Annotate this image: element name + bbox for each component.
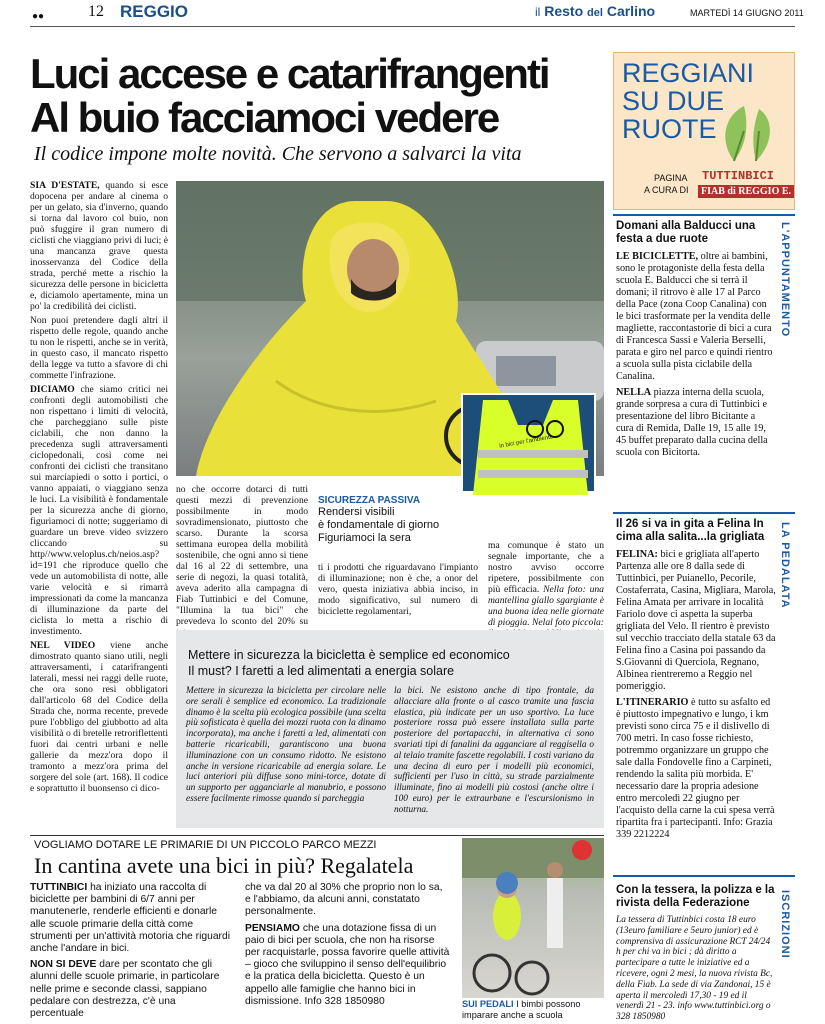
fiab-badge: FIAB di REGGIO E. [698, 185, 794, 198]
caption-line-2: è fondamentale di giorno [318, 519, 440, 531]
leaf-bike-logo-icon [714, 101, 784, 171]
col4-photo-caption: Nella foto: una mantellina giallo sgargiante è una buona idea nelle giornate di pioggia. Nelal foto piccola: [488, 584, 604, 628]
caption-line-1: Rendersi visibili [318, 506, 395, 518]
sidebar-brand-box [613, 52, 795, 210]
article-column-3: ti i prodotti che riguardavano l'impianto di illuminazione; non è che, a onor del vero, questa iniziativa abbia inciso, in modo significativo, sul numero di biciclette regolamentari, [318, 562, 478, 617]
s2-lead2: L'ITINERARIO [616, 697, 689, 708]
article-column-2: no che occorre dotarci di tutti questi mezzi di prevenzione possibilmente in modo sovradimensionato, piuttosto che scarso. Durante la scorsa settimana europea della mobilità sostenibile, che ogni anno si tiene dal 16 al 22 di settembre, una serie di negozi, la quasi totalità, aveva aderito alla campagna di Fiab Tuttinbici e del Comune, "Illumina la tua bici" che prevedeva lo sconto del 20% su [176, 484, 308, 627]
s3-body: La tessera di Tuttinbici costa 18 euro (13euro familiare e 5euro junior) ed è comprensiva di assicurazione RCT 24/24 h per chi va in bici ; dà diritto a partecipare a tutte le iniziative ed a ricevere, ogni 2 mesi, la nuova rivista Bc, della Fiab. La sede di via Zandonai, 15 è aperta il mercoledì 17,30 - 19 ed il venerdì 21 - 23. info www.tuttinbici.org o 328 1850980 [616, 915, 773, 1023]
issue-date: MARTEDÌ 14 GIUGNO 2011 [690, 8, 804, 18]
logo-carlino: Carlino [606, 3, 656, 19]
brand-line-1: REGGIANI [622, 58, 755, 88]
s2-p1: bici e grigliata all'aperto Partenza alle ore 8 dalla sede di Tuttinbici, per Puianello, Pecorile, Costaferrata, Casina, Migliara, Marola, Felina Amata per arrivare in località Fariolo dove ci aspetta la superba grigliata del Velo. Il rientro è previsto sul vecchio tracciato della statale 63 da Felina fino a Casina poi passando da S.Giovanni di Querciola, Regnano, Albinea rientreremo a Reggio nel pomeriggio. [616, 549, 776, 692]
info-box [176, 630, 604, 828]
bottom-c2-p1: che va dal 20 al 30% che proprio non lo sa, e l'abbiamo, da alcuni anni, constatato personalmente. [245, 882, 443, 918]
s2-body [616, 549, 776, 867]
sidebar-rule-1 [613, 214, 795, 216]
pagina-label: PAGINA [654, 173, 688, 183]
headline-line-2: Al buio facciamoci vedere [30, 94, 499, 141]
tab-pedalata: LA PEDALATA [779, 522, 791, 609]
bottom-divider [30, 835, 604, 836]
bottom-headline: In cantina avete una bici in più? Regalatela [34, 853, 414, 878]
photo-caption [318, 495, 478, 545]
school-photo-caption [462, 999, 604, 1020]
sidebar-rule-3 [613, 875, 795, 877]
page-marker-icon: ●● [32, 11, 45, 22]
a-cura-label: A CURA DI [644, 185, 689, 195]
subheadline: Il codice impone molte novità. Che servono a salvarci la vita [34, 143, 522, 165]
bottom-c2-p2: che una dotazione fissa di un paio di bici per scuola, che non ha risorse per racquistarle, possa favorire quelle attività – gioco che sviluppino il senso dell'equilibrio e la pratica della bicicletta. Questo è un appello alle famiglie che hanno bici in dismissione. Info 328 1850980 [245, 922, 450, 1007]
caption-line-3: Figuriamoci la sera [318, 532, 411, 544]
lead-nel-video: NEL VIDEO [30, 640, 96, 651]
s3-title: Con la tessera, la polizza e la rivista della Federazione [616, 884, 775, 909]
vest-print: in bici per l'ambiente [498, 434, 554, 450]
bottom-column-1 [30, 882, 230, 1018]
logo-resto: Resto [544, 3, 584, 19]
s1-lead2: NELLA [616, 387, 652, 398]
tuttinbici-badge: TUTTINBICI [702, 169, 775, 183]
col4-text: ma comunque è stato un segnale importante, che a nostro avviso occorre ripetere, possibilmente con più efficacia. [488, 540, 604, 595]
page-header [0, 0, 825, 28]
tab-appuntamento: L'APPUNTAMENTO [779, 222, 791, 338]
vest-inset-photo [461, 393, 596, 493]
brand-line-3: RUOTE [622, 114, 717, 144]
bottom-c1-p2: dare per scontato che gli alunni delle scuole primarie, in particolare nelle prime e seconde classi, sappiano pedalare con destrezza, c'è una percentuale [30, 959, 220, 1020]
section-title: REGGIO [120, 2, 189, 21]
info-box-heading-1: Mettere in sicurezza la bicicletta è semplice ed economico [188, 648, 510, 662]
col1-p4: viene anche dimostrato quanto siano utili, negli attraversamenti, i catarifrangenti laterali, messi nei raggi delle ruote, che ora sono resi obbligatori dall'articolo 68 del Codice della Strada che, norma recente, prevede pure l'obbligo del giubbotto ad alta visibilità o di bretelle retroriflettenti fuori dai centri urbani e nelle gallerie da mezz'ora dopo il tramonto a mezz'ora prima del sorgere del sole (art. 168). Il codice e soprattutto il buonsenso ci dico- [30, 640, 168, 794]
lead-pensiamo: PENSIAMO [245, 922, 300, 934]
brand-line-2: SU DUE [622, 86, 725, 116]
col1-p2: Non puoi pretendere dagli altri il rispetto delle regole, quando anche tu non le rispetti, anche se in verità, in questo caso, il mancato rispetto della legge va tutto a sfavore di chi commette l'infrazione. [30, 315, 168, 381]
tab-iscrizioni: ISCRIZIONI [779, 890, 791, 959]
logo-del: del [587, 7, 603, 19]
s2-title: Il 26 si va in gita a Felina In cima alla salita...la grigliata [616, 518, 765, 543]
s1-p2: piazza interna della scuola, grande sorpresa a cura di Tuttinbici e presentazione del libro Bicitante a cura di Remida, Dalle 19, 15 alle 19, 45 buffet preparato dalla cucina della scuola con Bicitorta. [616, 387, 768, 458]
info-box-col-2: la bici. Ne esistono anche di tipo frontale, da allacciare alla fronte o al casco tramite una fascia elastica, più indicate per un uso sportivo. La luce posteriore rossa può essere installata sulla parte posteriore del portapacchi, in alternativa ci sono svariati tipi di fanalini da agganciare al reggisella o al telaio tramite fascette regolabili. I costi variano da una decina di euro per i modelli più economici, sufficienti per l'uso in città, su strade parzialmente illuminate, fino ai modelli più costosi (anche oltre i 100 euro) per le extraurbane e l'escursionismo in notturna. [394, 686, 594, 815]
article-column-1 [30, 180, 168, 835]
col1-p1: quando si esce dopocena per andare al cinema o per un gelato, sia d'inverno, quando si torna dal lavoro col buio, non può sfuggire il gran numero di ciclisti che viaggiano privi di luci; è una mancanza grave questa inosservanza del Codice della strada, perché mette a rischio la sicurezza delle persone in bicicletta e, diciamolo apertamente, mina un po' la credibilità dei ciclisti. [30, 180, 169, 312]
s1-title: Domani alla Balducci una festa a due ruote [616, 220, 756, 245]
info-box-heading-2: Il must? I faretti a led alimentati a energia solare [188, 664, 455, 678]
lead-diciamo: DICIAMO [30, 384, 75, 395]
info-box-col-1: Mettere in sicurezza la bicicletta per circolare nelle ore serali è semplice ed economico. La tradizionale dinamo è la scelta più ecologica possibile (una scelta più sofisticata è quella dei mozzi ruota con la dinamo incorporata), ma anche i faretti a led, alimentati con batterie ricaricabili, garantiscono una buona illuminazione con un consumo ridotto. Ne esistono anche in versione ricaricabile ad energia solare. Le luci anteriori più diffuse sono mini-torce, dotate di un supporto per agganciarle al manubrio, e possono essere facilmente rimosse quando si parcheggia [186, 686, 386, 804]
s1-body [616, 251, 774, 506]
child-on-bike-illustration [462, 838, 604, 998]
lead-non-si-deve: NON SI DEVE [30, 959, 97, 971]
safety-vest-icon [463, 395, 598, 495]
page-number: 12 [88, 3, 104, 20]
caption-sui-pedali-text: I bimbi possono imparare anche a scuola [462, 999, 581, 1020]
article-column-4 [488, 540, 604, 628]
caption-sui-pedali: SUI PEDALI [462, 999, 514, 1009]
logo-il: il [535, 5, 541, 19]
s1-lead: LE BICICLETTE, [616, 251, 699, 262]
header-rule [30, 26, 795, 27]
s2-lead: FELINA: [616, 549, 658, 560]
lead-sia: SIA D'ESTATE, [30, 180, 100, 191]
col1-p3: che siamo critici nei confronti degli automobilisti che non rispettano i limiti di velocità, che parcheggiano sulle piste ciclabili, che non danno la precedenza sugli attraversamenti ciclopedonali, così come nei confronti dei ciclisti che transitano sui marciapiedi o sotto i portici, o vanno appaiati, o viaggiano senza le luci. La visibilità è fondamentale per la sicurezza anche di giorno, figuriamoci di notte; suggeriamo di guardare un breve video svizzero cliccando su http//www.veloplus.ch/neios.asp?id=191 che riproduce quello che vede un automobilista di notte, alle varie velocità e si rimarrà impressionati da come la mancanza di illuminazione da parte del ciclista lo metta a rischio di investimento. [30, 384, 168, 637]
headline-line-1: Luci accese e catarifrangenti [30, 50, 549, 97]
s1-p1: oltre ai bambini, sono le protagoniste della festa della scuola E. Balducci che si terrà il domani; il ritrovo è alle 17 al Parco della Pace (zona Coop Canalina) con le bici trasformate per la vendita delle magliette, raccontastorie di bici a cura di Francesca Sassi e Valeria Berselli, parata e giro nel parco e quindi rientro a scuola sulla pista ciclabile della Canalina. [616, 251, 773, 382]
s2-p2: è tutto su asfalto ed è piuttosto impegnativo e lungo, i km previsti sono circa 75 e il dislivello di 700 metri. In caso fosse richiesto, potremmo organizzare un gruppo che sale dalla Fondovelle fino a Carpineti, rendendo la salita più morbida. E' necessario dare la propria adesione entro mercoledì 22 giugno per l'acquisto della carne la cui spesa verrà ripartita fra i partecipanti. Info: Grazia 339 2212224 [616, 697, 775, 840]
lead-tuttinbici: TUTTINBICI [30, 882, 88, 893]
bottom-c1-p1: ha iniziato una raccolta di biciclette per bambini di 6/7 anni per manutenerle, renderle efficienti e donarle alle scuole primarie della città come strumenti per un'attività motoria che riguardi anche l'andare in bici. [30, 882, 230, 955]
bottom-column-2 [245, 882, 450, 1018]
school-bike-photo [462, 838, 604, 998]
sidebar-rule-2 [613, 512, 795, 514]
caption-kicker: SICUREZZA PASSIVA [318, 495, 421, 506]
bottom-kicker: VOGLIAMO DOTARE LE PRIMARIE DI UN PICCOLO PARCO MEZZI [34, 839, 377, 851]
newspaper-logo [535, 3, 655, 19]
